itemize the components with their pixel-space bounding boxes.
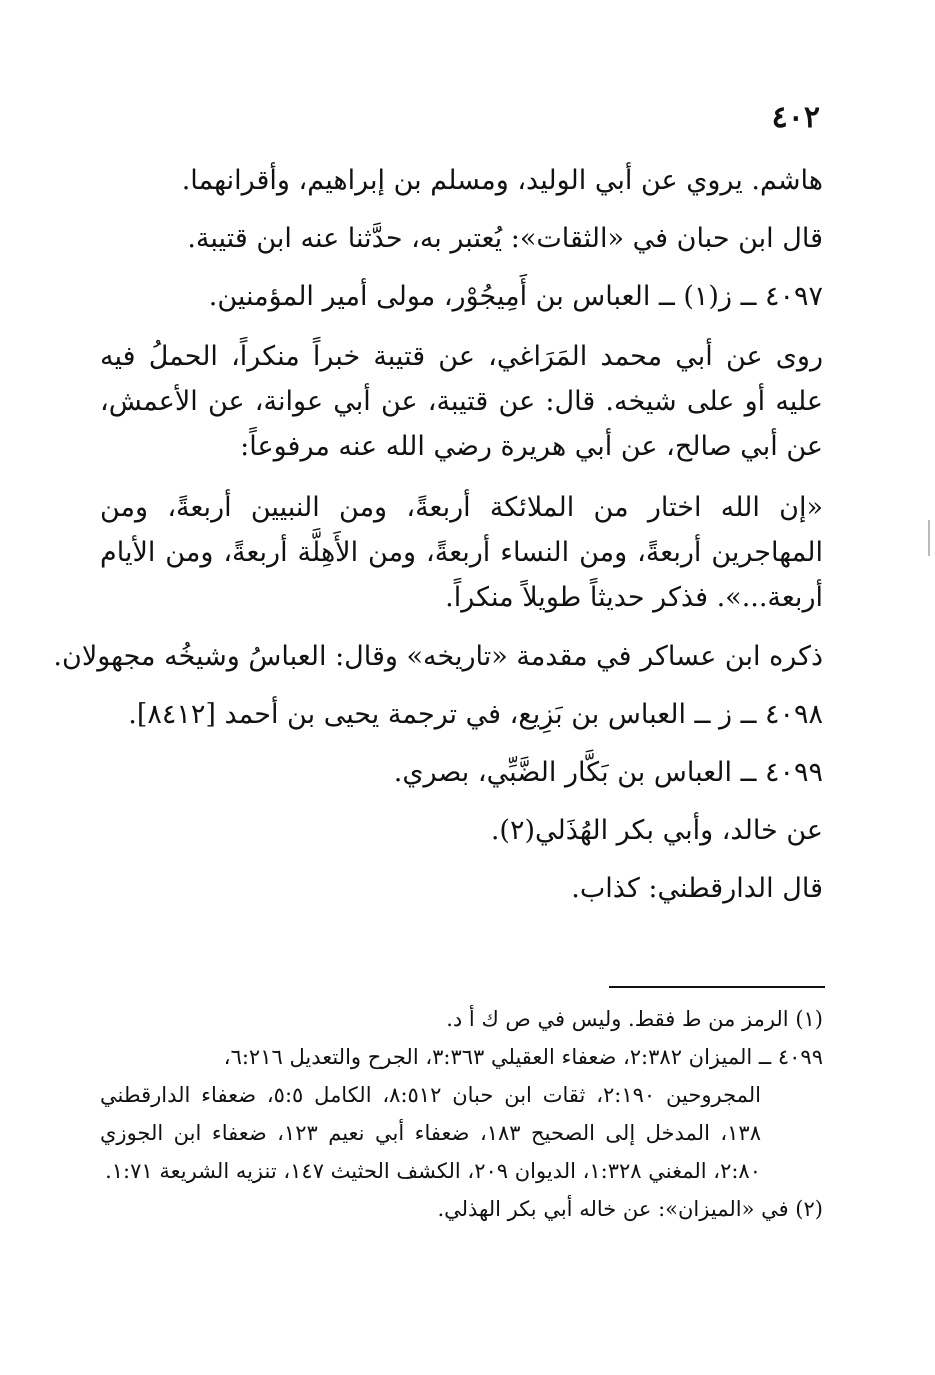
text-line: قال الدارقطني: كذاب. [571, 873, 823, 904]
entry-4097-heading: ٤٠٩٧ ــ ز(١) ــ العباس بن أَمِيجُوْر، مولى أمير المؤمنين. [208, 281, 823, 312]
entry-4099-heading: ٤٠٩٩ ــ العباس بن بَكَّار الضَّبِّي، بصري. [393, 757, 823, 788]
footnotes [100, 1000, 823, 1228]
text-line: قال ابن حبان في «الثقات»: يُعتبر به، حدَّثنا عنه ابن قتيبة. [187, 223, 823, 254]
text-line: هاشم. يروي عن أبي الوليد، ومسلم بن إبراهيم، وأقرانهما. [181, 165, 823, 196]
entry-4098-heading: ٤٠٩٨ ــ ز ــ العباس بن بَزِيع، في ترجمة يحيى بن أحمد [٨٤١٢]. [128, 699, 823, 730]
text-line: عن خالد، وأبي بكر الهُذَلي(٢). [490, 815, 823, 846]
footnote-1: (١) الرمز من ط فقط. وليس في ص ك أ د. [446, 1007, 823, 1031]
margin-mark [928, 520, 930, 556]
page-number: ٤٠٢ [771, 100, 820, 135]
footnote-4099-sources [100, 1038, 823, 1190]
hadith-quote-paragraph: «إن الله اختار من الملائكة أربعةً، ومن النبيين أربعةً، ومن المهاجرين أربعةً، ومن النساء أربعةً، ومن الأَهِلَّة أربعةً، ومن الأيام أربعة...». فذكر حديثاً طويلاً منكراً. [100, 492, 823, 613]
text-line: ذكره ابن عساكر في مقدمة «تاريخه» وقال: العباسُ وشيخُه مجهولان. [53, 641, 823, 672]
footnote-4099-first-line: ٤٠٩٩ ــ الميزان ٢:٣٨٢، ضعفاء العقيلي ٣:٣٦٣، الجرح والتعديل ٦:٢١٦، [223, 1045, 823, 1069]
footnote-2: (٢) في «الميزان»: عن خاله أبي بكر الهذلي. [437, 1197, 823, 1221]
main-text [53, 152, 823, 918]
footnote-divider [609, 986, 825, 988]
footnote-4099-continuation: المجروحين ٢:١٩٠، ثقات ابن حبان ٨:٥١٢، الكامل ٥:٥، ضعفاء الدارقطني ١٣٨، المدخل إلى الصحيح ١٨٣، ضعفاء أبي نعيم ١٢٣، ضعفاء ابن الجوزي ٢:٨٠، المغني ١:٣٢٨، الديوان ٢٠٩، الكشف الحثيث ١٤٧، تنزيه الشريعة ١:٧١. [100, 1083, 761, 1183]
narration-paragraph: روى عن أبي محمد المَرَاغي، عن قتيبة خبراً منكراً، الحملُ فيه عليه أو على شيخه. قال: عن قتيبة، عن أبي عوانة، عن الأعمش، عن أبي صالح، عن أبي هريرة رضي الله عنه مرفوعاً: [100, 341, 823, 462]
